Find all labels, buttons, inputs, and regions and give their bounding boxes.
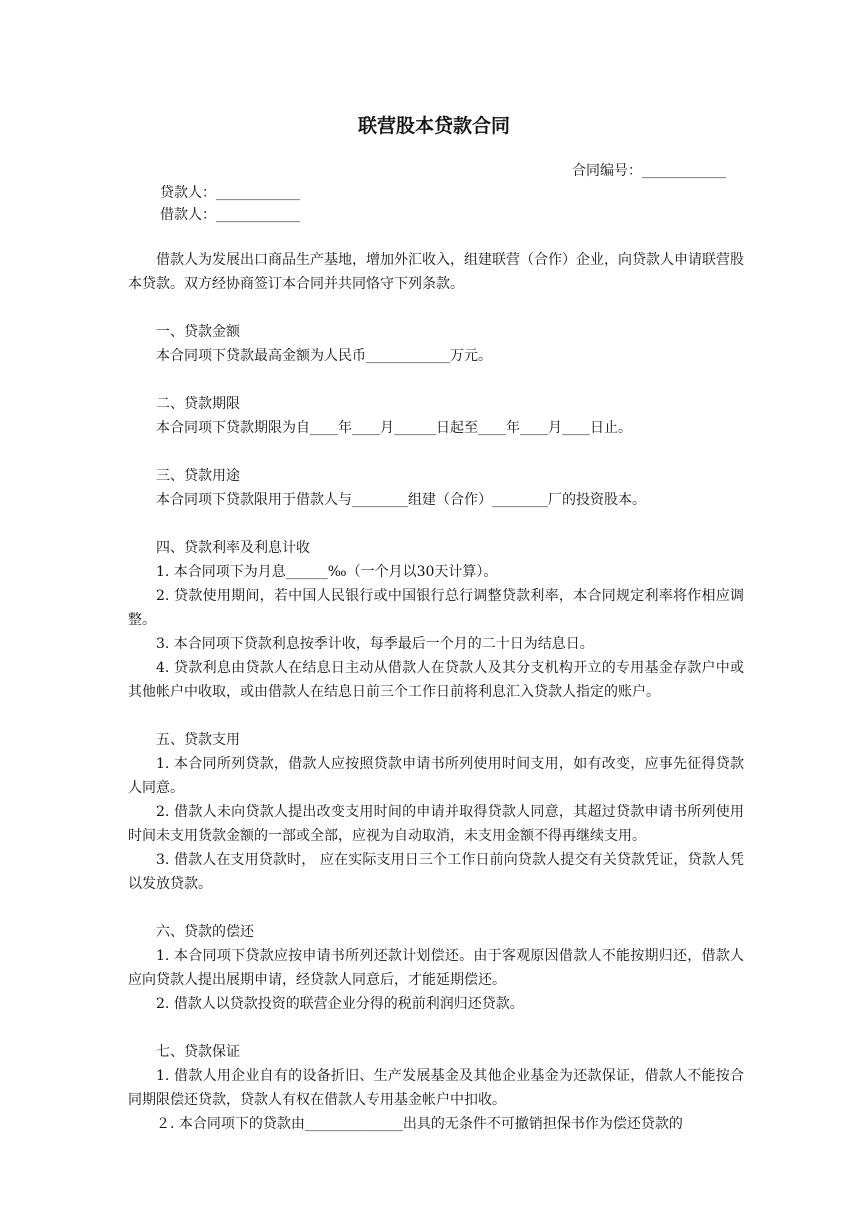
section-heading: 六、贷款的偿还: [156, 924, 254, 940]
section-paragraph: 本合同项下贷款期限为自____年____月______日起至____年____月____日止。: [156, 420, 632, 436]
section-paragraph: 4. 贷款利息由贷款人在结息日主动从借款人在贷款人及其分支机构开立的专用基金存款户中或其他帐户中收取，或由借款人在结息日前三个工作日前将利息汇入贷款人指定的账户。: [128, 660, 744, 700]
section-heading: 二、贷款期限: [156, 396, 240, 412]
section-heading: 五、贷款支用: [156, 732, 240, 748]
section-paragraph: 3. 借款人在支用贷款时， 应在实际支用日三个工作日前向贷款人提交有关贷款凭证，贷款人凭以发放贷款。: [128, 852, 744, 892]
section-heading: 一、贷款金额: [156, 324, 240, 340]
section-heading: 七、贷款保证: [156, 1044, 240, 1060]
section-drawdown: [128, 728, 744, 896]
section-paragraph: 1. 本合同所列贷款，借款人应按照贷款申请书所列使用时间支用，如有改变，应事先征得贷款人同意。: [128, 756, 744, 796]
section-paragraph: ２. 本合同项下的贷款由______________出具的无条件不可撤销担保书作为偿还贷款的: [156, 1116, 683, 1132]
section-paragraph: 本合同项下贷款限用于借款人与________组建（合作）________厂的投资股本。: [156, 492, 646, 508]
section-interest: [128, 536, 744, 704]
borrower-line: 借款人：____________: [160, 207, 300, 223]
section-loan-purpose: [128, 464, 744, 512]
section-paragraph: 本合同项下贷款最高金额为人民币____________万元。: [156, 348, 492, 364]
section-heading: 三、贷款用途: [156, 468, 240, 484]
lender-line: 贷款人：____________: [160, 185, 300, 201]
section-repayment: [128, 920, 744, 1016]
section-paragraph: 1. 本合同项下为月息______‰（一个月以30天计算）。: [156, 564, 498, 580]
section-paragraph: 1. 本合同项下贷款应按申请书所列还款计划偿还。由于客观原因借款人不能按期归还，借款人应向贷款人提出展期申请，经贷款人同意后，才能延期偿还。: [128, 948, 744, 988]
section-loan-term: [128, 392, 744, 440]
section-paragraph: 2. 借款人以贷款投资的联营企业分得的税前利润归还贷款。: [156, 996, 524, 1012]
section-paragraph: 1. 借款人用企业自有的设备折旧、生产发展基金及其他企业基金为还款保证，借款人不能按合同期限偿还贷款，贷款人有权在借款人专用基金帐户中扣收。: [128, 1068, 744, 1108]
section-guarantee: [128, 1040, 744, 1136]
section-loan-amount: [128, 320, 744, 368]
section-paragraph: 3. 本合同项下贷款利息按季计收，每季最后一个月的二十日为结息日。: [156, 636, 594, 652]
section-paragraph: 2. 借款人未向贷款人提出改变支用时间的申请并取得贷款人同意，其超过贷款申请书所列使用时间未支用货款金额的一部或全部，应视为自动取消，未支用金额不得再继续支用。: [128, 804, 744, 844]
preamble: 借款人为发展出口商品生产基地，增加外汇收入，组建联营（合作）企业，向贷款人申请联营股本贷款。双方经协商签订本合同并共同恪守下列条款。: [128, 252, 744, 292]
contract-number: 合同编号：____________: [572, 163, 726, 179]
contract-body: [128, 248, 744, 1136]
section-paragraph: 2. 贷款使用期间，若中国人民银行或中国银行总行调整贷款利率，本合同规定利率将作相应调整。: [128, 588, 744, 628]
section-heading: 四、贷款利率及利息计收: [156, 540, 310, 556]
document-title: 联营股本贷款合同: [357, 115, 510, 137]
